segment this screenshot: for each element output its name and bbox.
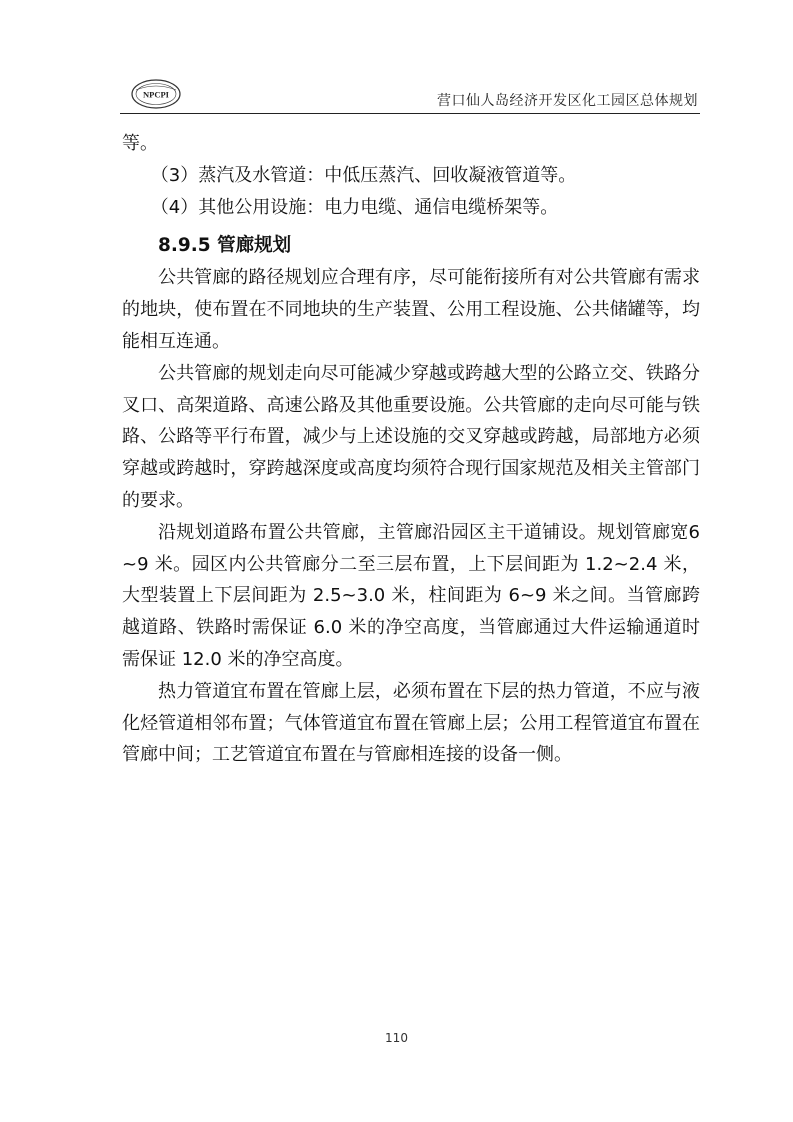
npcpi-logo (130, 78, 182, 110)
list-item-steam: （3）蒸汽及水管道：中低压蒸汽、回收凝液管道等。 (150, 164, 577, 186)
svg-text:NPCPI: NPCPI (143, 89, 169, 100)
paragraph-route-direction: 公共管廊的规划走向尽可能减少穿越或跨越大型的公路立交、铁路分叉口、高架道路、高速公路及其他重要设施。公共管廊的走向尽可能与铁路、公路等平行布置，减少与上述设施的交叉穿越或跨越，局部地方必须穿越或跨越时，穿跨越深度或高度均须符合现行国家规范及相关主管部门的要求。 (122, 362, 700, 511)
continuation-text: 等。 (122, 133, 158, 154)
paragraph-layout-spec: 沿规划道路布置公共管廊，主管廊沿园区主干道铺设。规划管廊宽6~9 米。园区内公共管廊分二至三层布置，上下层间距为 1.2~2.4 米，大型装置上下层间距为 2.5~3.0 米，柱间距为 6~9 米之间。当管廊跨越道路、铁路时需保证 6.0 米的净空高度，当管廊通过大件运输通道时需保证 12.0 米的净空高度。 (122, 521, 700, 670)
page-header (120, 78, 700, 114)
paragraph-route-planning: 公共管廊的路径规划应合理有序，尽可能衔接所有对公共管廊有需求的地块，使布置在不同地块的生产装置、公用工程设施、公共储罐等，均能相互连通。 (122, 267, 700, 352)
header-rule (120, 113, 700, 114)
section-heading: 8.9.5 管廊规划 (158, 235, 292, 257)
list-item-utilities: （4）其他公用设施：电力电缆、通信电缆桥架等。 (150, 196, 559, 218)
paragraph-pipe-arrangement: 热力管道宜布置在管廊上层，必须布置在下层的热力管道，不应与液化烃管道相邻布置；气体管道宜布置在管廊上层；公用工程管道宜布置在管廊中间；工艺管道宜布置在与管廊相连接的设备一侧。 (122, 680, 700, 766)
page-number: 110 (385, 1031, 408, 1045)
document-title: 营口仙人岛经济开发区化工园区总体规划 (437, 93, 698, 109)
page-body (122, 128, 700, 771)
